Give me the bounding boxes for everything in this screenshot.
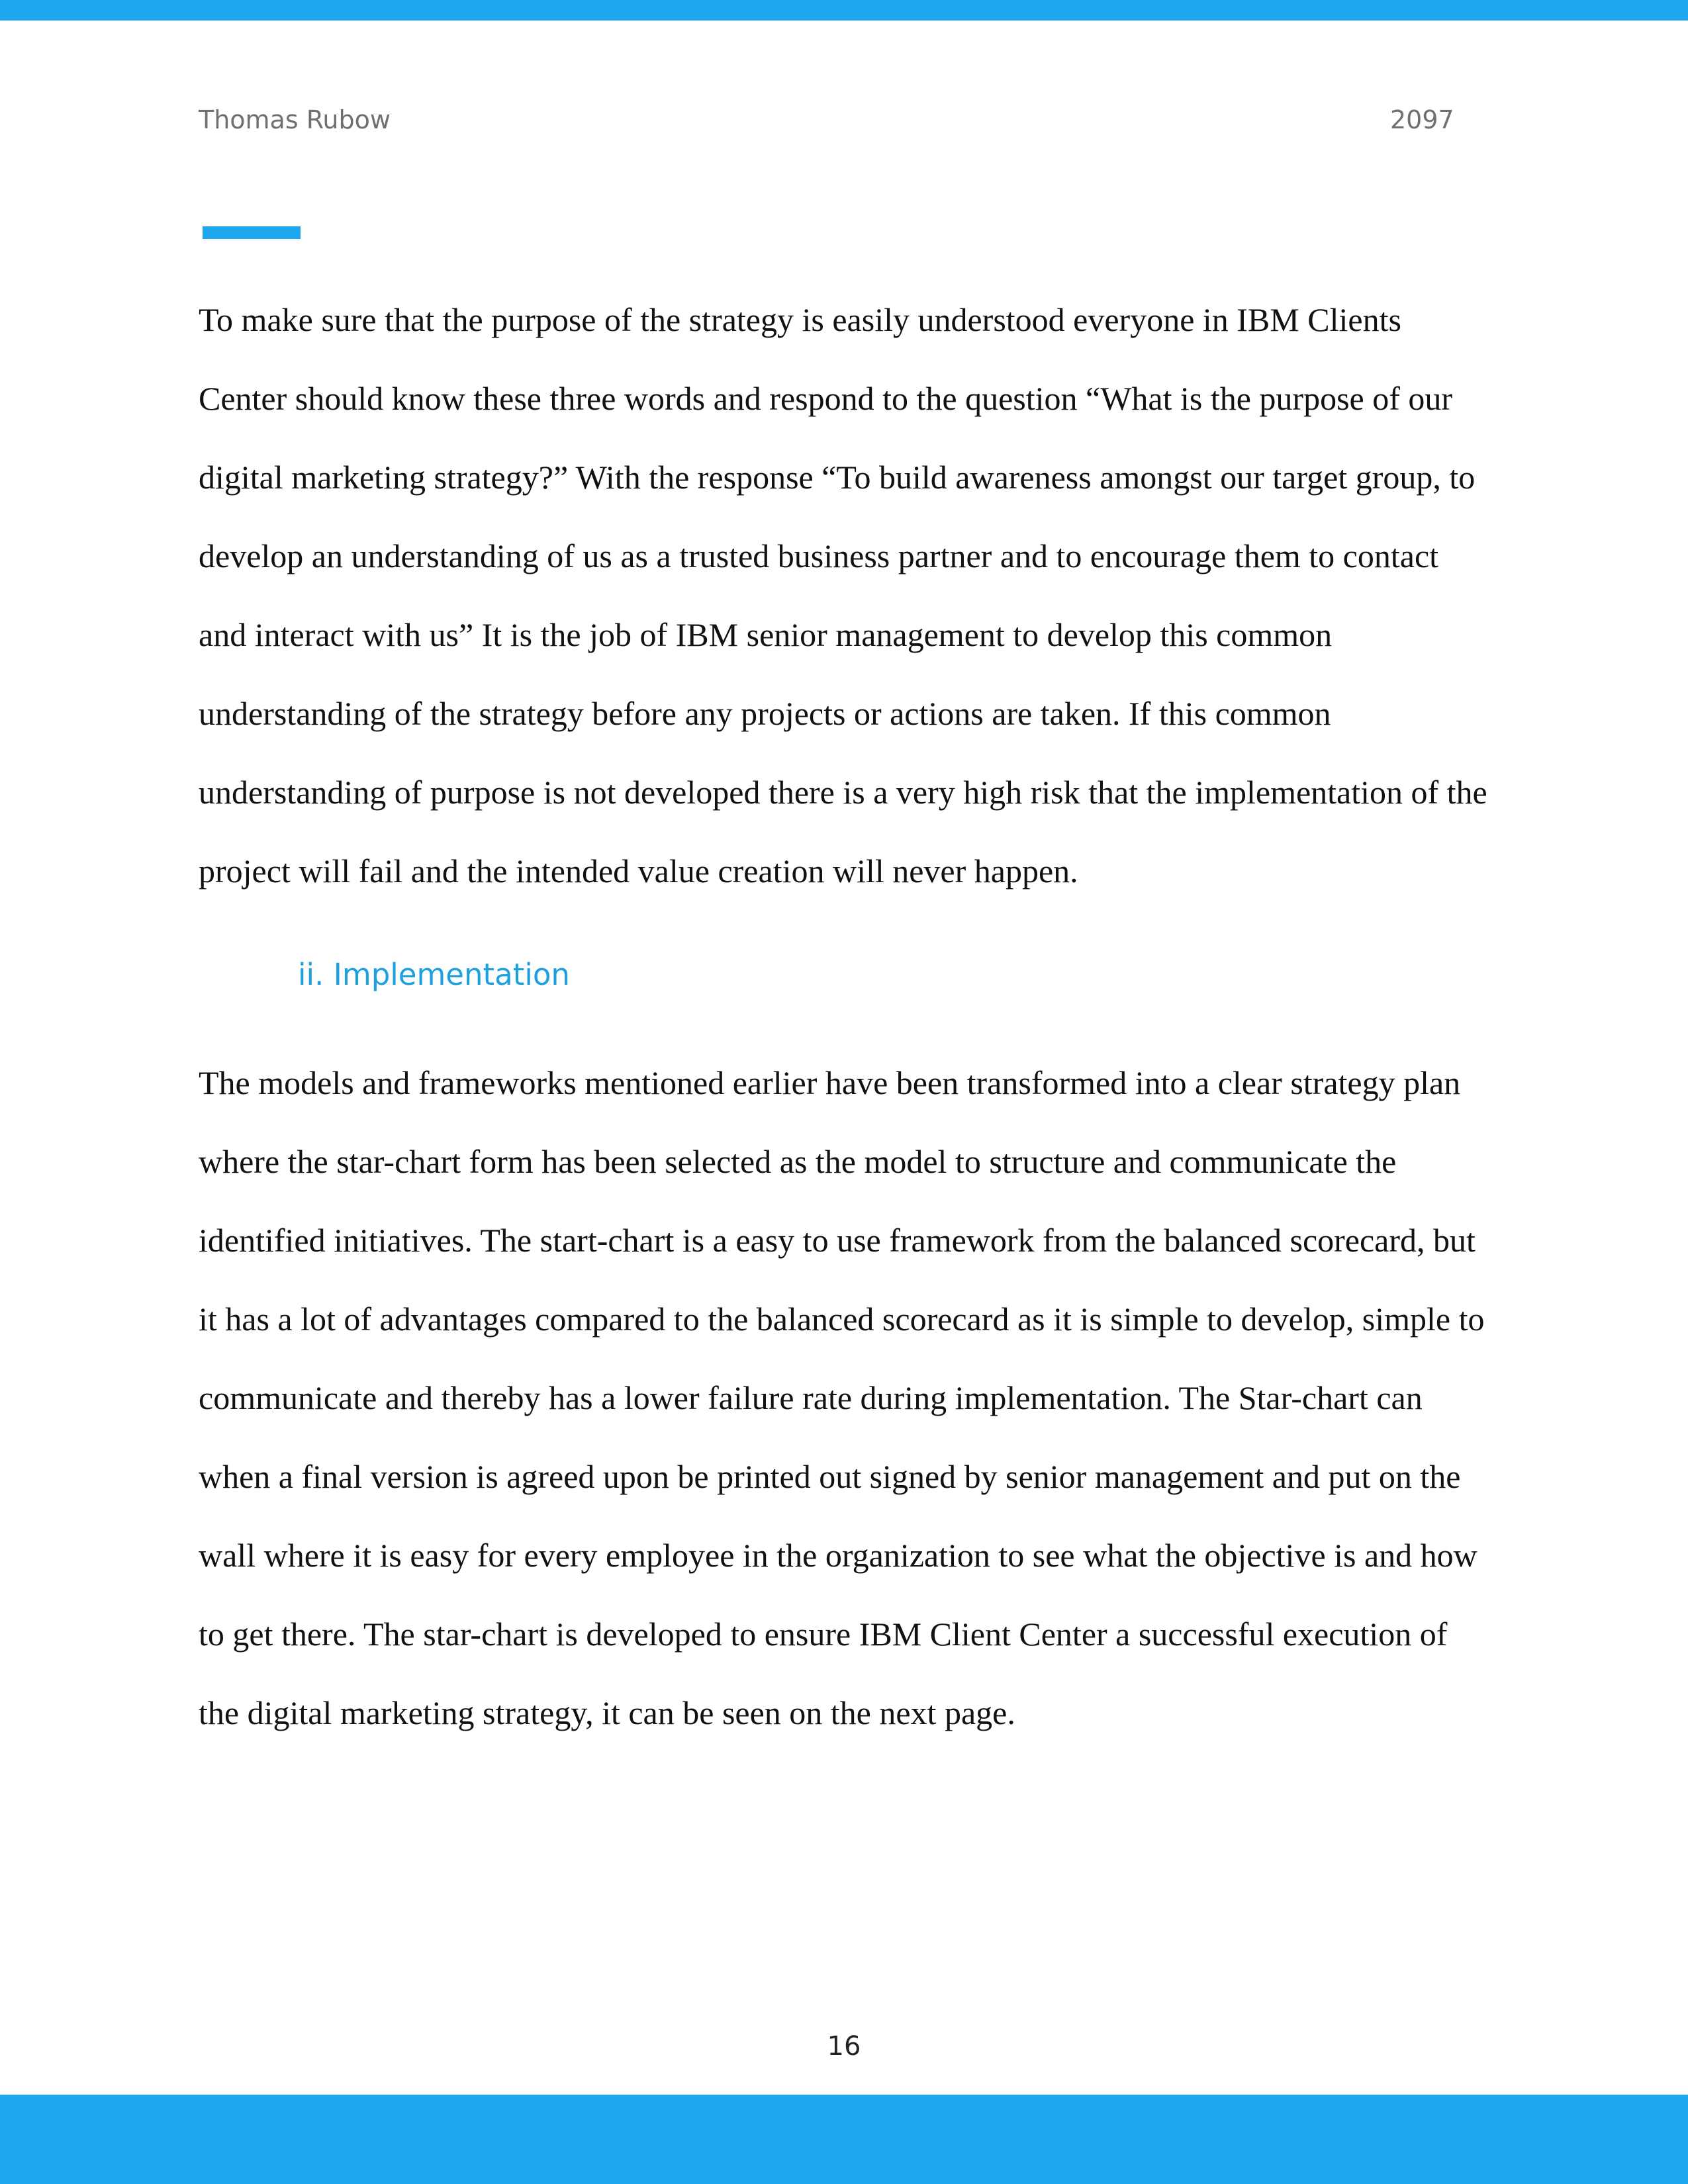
paragraph-line: the digital marketing strategy, it can be seen on the next page. [199, 1694, 1015, 1731]
paragraph-line: project will fail and the intended value creation will never happen. [199, 852, 1078, 889]
paragraph-line: The models and frameworks mentioned earlier have been transformed into a clear strategy plan [199, 1064, 1461, 1101]
section-heading-implementation: ii. Implementation [298, 957, 570, 992]
paragraph-line: when a final version is agreed upon be printed out signed by senior management and put on the [199, 1458, 1461, 1495]
paragraph-line: to get there. The star-chart is developed to ensure IBM Client Center a successful execution of [199, 1615, 1448, 1653]
bottom-accent-band [0, 2095, 1688, 2184]
paragraph-line: wall where it is easy for every employee in the organization to see what the objective is and how [199, 1537, 1477, 1574]
paragraph-line: understanding of the strategy before any projects or actions are taken. If this common [199, 695, 1331, 732]
header-author: Thomas Rubow [199, 105, 391, 134]
page-number: 16 [827, 2031, 861, 2062]
paragraph-implementation [199, 1044, 1484, 1752]
paragraph-line: To make sure that the purpose of the strategy is easily understood everyone in IBM Clients [199, 301, 1401, 338]
paragraph-line: it has a lot of advantages compared to the balanced scorecard as it is simple to develop, simple to [199, 1300, 1485, 1338]
section-accent-bar [203, 226, 301, 239]
top-accent-band [0, 0, 1688, 21]
paragraph-line: and interact with us” It is the job of IBM senior management to develop this common [199, 616, 1333, 653]
paragraph-purpose [199, 281, 1487, 911]
paragraph-line: develop an understanding of us as a trusted business partner and to encourage them to contact [199, 537, 1439, 574]
paragraph-line: understanding of purpose is not developed there is a very high risk that the implementation of the [199, 774, 1487, 811]
paragraph-line: where the star-chart form has been selected as the model to structure and communicate the [199, 1143, 1397, 1180]
paragraph-line: digital marketing strategy?” With the response “To build awareness amongst our target group, to [199, 459, 1476, 496]
paragraph-line: communicate and thereby has a lower failure rate during implementation. The Star-chart can [199, 1379, 1423, 1416]
paragraph-line: identified initiatives. The start-chart is a easy to use framework from the balanced scorecard, but [199, 1222, 1476, 1259]
paragraph-line: Center should know these three words and respond to the question “What is the purpose of our [199, 380, 1453, 417]
header-year: 2097 [1390, 105, 1454, 134]
